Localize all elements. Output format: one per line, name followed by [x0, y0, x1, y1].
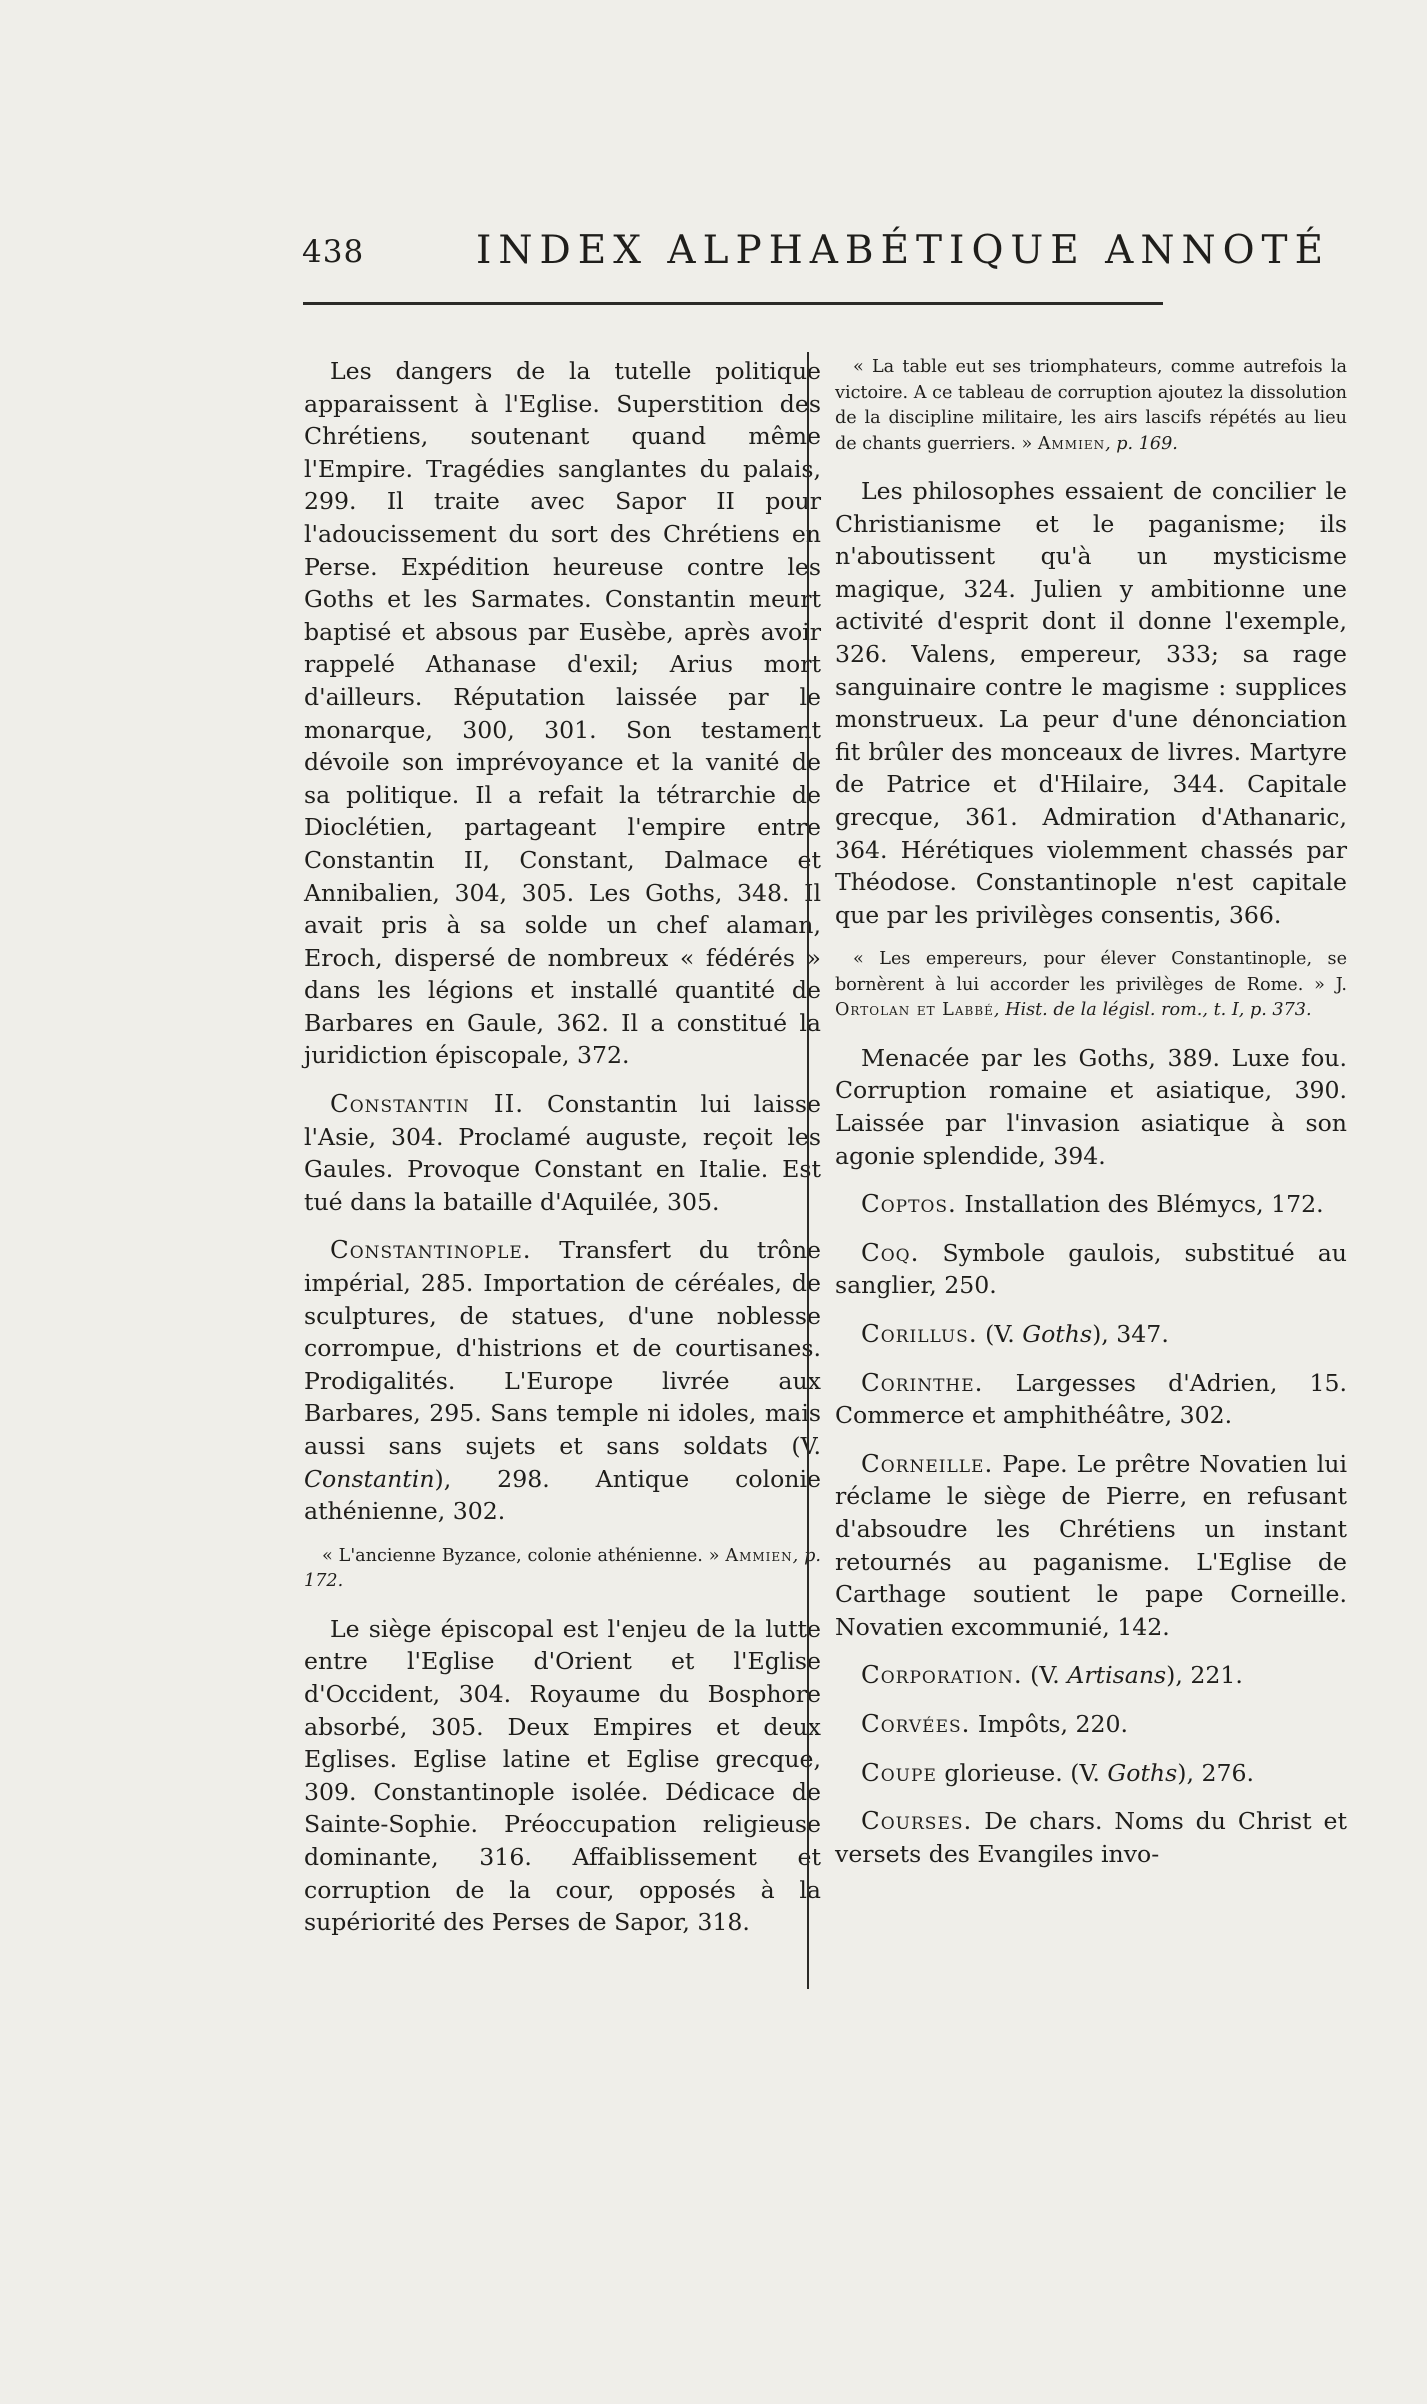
left-column	[304, 355, 821, 1955]
quotation-author: Ammien	[725, 1545, 793, 1566]
paragraph: Les philosophes essaient de concilier le Christianisme et le paganisme; ils n'aboutissent qu'à un mysticisme magique, 324. Julien y ambitionne une activité d'esprit dont il donne l'exemple, 326. Valens, empereur, 333; sa rage sanguinaire contre le magisme : supplices monstrueux. La peur d'une dénonciation fit brûler des monceaux de livres. Martyre de Patrice et d'Hilaire, 344. Capitale grecque, 361. Admiration d'Athanaric, 364. Hérétiques violemment chassés par Théodose. Constantinople n'est capitale que par les privilèges consentis, 366.	[835, 477, 1347, 929]
entry-text: ), 221.	[1166, 1661, 1243, 1690]
entry-headword: Constantin II.	[330, 1089, 525, 1119]
entry-text: Largesses d'Adrien, 15. Commerce et amphithéâtre, 302.	[835, 1368, 1347, 1430]
page-header	[302, 228, 1331, 284]
cross-reference: Goths	[1107, 1758, 1178, 1787]
quotation-text: « Les empereurs, pour élever Constantinople, se bornèrent à lui accorder les privilèges de Rome. » J.	[835, 949, 1347, 995]
entry-text: Installation des Blémycs, 172.	[956, 1190, 1324, 1219]
column-divider	[807, 352, 809, 1989]
entry-text: ), 276.	[1177, 1758, 1254, 1787]
index-entry	[835, 1659, 1347, 1692]
entry-headword: Corillus.	[861, 1318, 978, 1348]
quotation-page: , p. 169.	[1105, 433, 1178, 454]
cross-reference: Goths	[1022, 1319, 1093, 1348]
entry-text: De chars. Noms du Christ et versets des Evangiles invo-	[835, 1807, 1347, 1868]
paragraph: Le siège épiscopal est l'enjeu de la lutte entre l'Eglise d'Orient et l'Eglise d'Occident, 304. Royaume du Bosphore absorbé, 305. Deux Empires et deux Eglises. Eglise latine et Eglise grecque, 309. Constantinople isolée. Dédicace de Sainte-Sophie. Préoccupation religieuse dominante, 316. Affaiblissement et corruption de la cour, opposés à la supériorité des Perses de Sapor, 318.	[304, 1614, 821, 1937]
quotation-reference: , Hist. de la législ. rom., t. I, p. 373.	[993, 1000, 1312, 1021]
cross-reference: Artisans	[1067, 1661, 1167, 1690]
quotation	[835, 947, 1347, 1024]
entry-headword: Corinthe.	[861, 1367, 984, 1397]
index-entry	[835, 1805, 1347, 1870]
entry-headword: Corporation.	[861, 1660, 1023, 1690]
header-rule	[303, 302, 1163, 305]
entry-headword: Courses.	[861, 1806, 973, 1836]
quotation-text: « La table eut ses triomphateurs, comme autrefois la victoire. A ce tableau de corruption ajoutez la dissolution de la discipline militaire, les airs lascifs répétés au lieu de chants guerriers. »	[835, 357, 1347, 454]
quotation-text: « L'ancienne Byzance, colonie athénienne. »	[322, 1545, 726, 1566]
entry-headword: Constantinople.	[330, 1235, 532, 1265]
entry-headword: Coupe	[861, 1757, 937, 1787]
index-entry	[835, 1367, 1347, 1432]
entry-text: ), 298. Antique colonie athénienne, 302.	[304, 1464, 821, 1526]
index-entry	[835, 1757, 1347, 1790]
index-entry	[835, 1237, 1347, 1302]
entry-headword: Coq.	[861, 1237, 920, 1267]
index-entry	[304, 1088, 821, 1218]
page-number: 438	[302, 234, 365, 270]
quotation	[304, 1544, 821, 1595]
entry-headword: Corvées.	[861, 1708, 971, 1738]
cross-reference: Constantin	[304, 1464, 435, 1493]
quotation-author: Ammien	[1037, 433, 1106, 454]
quotation-author: Ortolan et Labbé	[835, 1000, 994, 1021]
index-entry	[835, 1188, 1347, 1221]
quotation-page: , p. 172.	[304, 1545, 821, 1592]
paragraph: Les dangers de la tutelle politique apparaissent à l'Eglise. Superstition des Chrétiens, soutenant quand même l'Empire. Tragédies sanglantes du palais, 299. Il traite avec Sapor II pour l'adoucissement du sort des Chrétiens en Perse. Expédition heureuse contre les Goths et les Sarmates. Constantin meurt baptisé et absous par Eusèbe, après avoir rappelé Athanase d'exil; Arius mort d'ailleurs. Réputation laissée par le monarque, 300, 301. Son testament dévoile son imprévoyance et la vanité de sa politique. Il a refait la tétrarchie de Dioclétien, partageant l'empire entre Constantin II, Constant, Dalmace et Annibalien, 304, 305. Les Goths, 348. Il avait pris à sa solde un chef alaman, Eroch, dispersé de nombreux « fédérés » dans les légions et installé quantité de Barbares en Gaule, 362. Il a constitué la juridiction épiscopale, 372.	[304, 357, 821, 1070]
entry-text: Impôts, 220.	[970, 1709, 1129, 1738]
index-entry	[835, 1708, 1347, 1741]
right-column	[835, 355, 1347, 1886]
index-entry	[835, 1318, 1347, 1351]
entry-text: Transfert du trône impérial, 285. Importation de céréales, de sculptures, de statues, d'une noblesse corrompue, d'histrions et de courtisanes. Prodigalités. L'Europe livrée aux Barbares, 295. Sans temple ni idoles, mais aussi sans sujets et sans soldats (V.	[304, 1236, 821, 1460]
entry-text: Constantin lui laisse l'Asie, 304. Proclamé auguste, reçoit les Gaules. Provoque Constant en Italie. Est tué dans la bataille d'Aquilée, 305.	[304, 1090, 821, 1216]
paragraph: Menacée par les Goths, 389. Luxe fou. Corruption romaine et asiatique, 390. Laissée par l'invasion asiatique à son agonie splendide, 394.	[835, 1043, 1347, 1170]
entry-headword: Corneille.	[861, 1448, 994, 1478]
quotation	[835, 355, 1347, 457]
index-entry	[304, 1234, 821, 1527]
entry-text: Pape. Le prêtre Novatien lui réclame le siège de Pierre, en refusant d'absoudre les Chrétiens un instant retournés au paganisme. L'Eglise de Carthage soutient le pape Corneille. Novatien excommunié, 142.	[835, 1449, 1347, 1641]
entry-text: glorieuse. (V.	[936, 1758, 1108, 1787]
entry-headword: Coptos.	[861, 1189, 957, 1219]
entry-text: (V.	[977, 1319, 1023, 1348]
index-entry	[835, 1448, 1347, 1644]
running-title: INDEX ALPHABÉTIQUE ANNOTÉ	[476, 228, 1331, 273]
entry-text: (V.	[1022, 1661, 1068, 1690]
entry-text: ), 347.	[1092, 1319, 1169, 1348]
entry-text: Symbole gaulois, substitué au sanglier, 250.	[835, 1238, 1347, 1300]
